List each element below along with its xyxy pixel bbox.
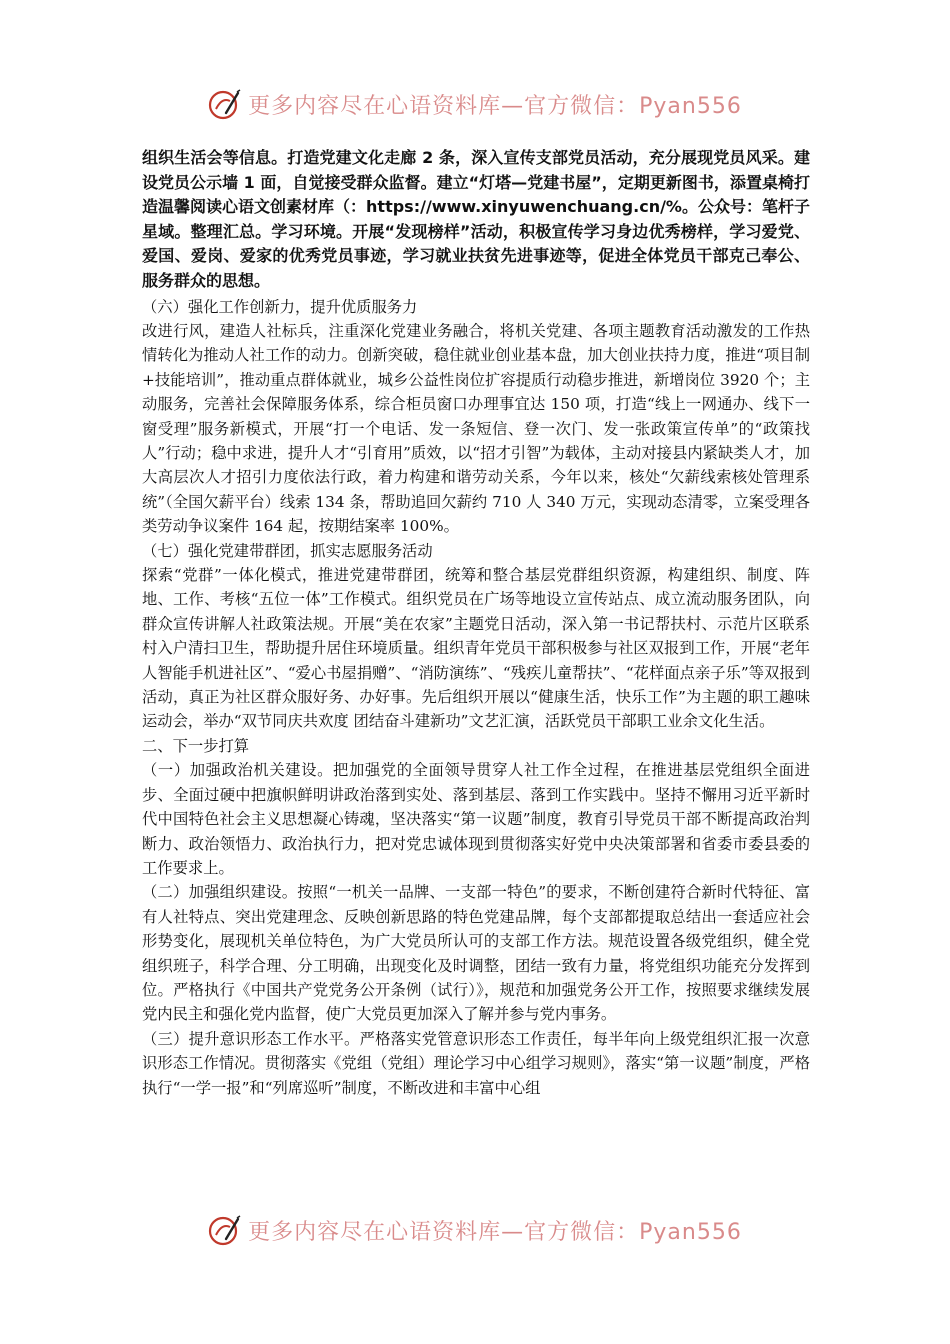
header-watermark-text: 更多内容尽在心语资料库—官方微信：Pyan556 xyxy=(248,93,742,119)
footer-watermark-banner xyxy=(0,1208,950,1252)
next-steps-heading: 二、下一步打算 xyxy=(142,736,250,755)
pen-seal-logo-icon xyxy=(208,1213,242,1247)
section-heading-6: （六）强化工作创新力，提升优质服务力 xyxy=(142,297,418,316)
header-watermark-banner xyxy=(0,82,950,126)
section-paragraph-7: 探索“党群”一体化模式，推进党建带群团，统筹和整合基层党群组织资源，构建组织、制度、阵地、工作、考核“五位一体”工作模式。组织党员在广场等地设立宣传站点、成立流动服务团队，向群众宣传讲解人社政策法规。开展“美在农家”主题党日活动，深入第一书记帮扶村、示范片区联系村入户清扫卫生，帮助提升居住环境质量。组织青年党员干部积极参与社区双报到工作，开展“老年人智能手机进社区”、“爱心书屋捐赠”、“消防演练”、“残疾儿童帮扶”、“花样面点亲子乐”等双报到活动，真正为社区群众服好务、办好事。先后组织开展以“健康生活，快乐工作”为主题的职工趣味运动会，举办“双节同庆共欢度 团结奋斗建新功”文艺汇演，活跃党员干部职工业余文化生活。 xyxy=(142,566,810,731)
next-step-paragraph-1: （一）加强政治机关建设。把加强党的全面领导贯穿人社工作全过程，在推进基层党组织全面进步、全面过硬中把旗帜鲜明讲政治落到实处、落到基层、落到工作实践中。坚持不懈用习近平新时代中国特色社会主义思想凝心铸魂，坚决落实“第一议题”制度，教育引导党员干部不断提高政治判断力、政治领悟力、政治执行力，把对党忠诚体现到贯彻落实好党中央决策部署和省委市委县委的工作要求上。 xyxy=(142,761,810,877)
footer-watermark-text: 更多内容尽在心语资料库—官方微信：Pyan556 xyxy=(248,1219,742,1245)
next-step-paragraph-2: （二）加强组织建设。按照“一机关一品牌、一支部一特色”的要求，不断创建符合新时代特征、富有人社特点、突出党建理念、反映创新思路的特色党建品牌，每个支部都提取总结出一套适应社会形势变化，展现机关单位特色，为广大党员所认可的支部工作方法。规范设置各级党组织，健全党组织班子，科学合理、分工明确，出现变化及时调整，团结一致有力量，将党组织功能充分发挥到位。严格执行《中国共产党党务公开条例（试行）》，规范和加强党务公开工作，按照要求继续发展党内民主和强化党内监督，使广大党员更加深入了解并参与党内事务。 xyxy=(142,883,810,1024)
intro-bold-paragraph: 组织生活会等信息。打造党建文化走廊 2 条，深入宣传支部党员活动，充分展现党员风采。建设党员公示墙 1 面，自觉接受群众监督。建立“灯塔—党建书屋”，定期更新图书，添置桌椅打造温馨阅读心语文创素材库（：https://www.xinyuwenchuang.cn/%。公众号：笔杆子星域。整理汇总。学习环境。开展“发现榜样”活动，积极宣传学习身边优秀榜样，学习爱党、爱国、爱岗、爱家的优秀党员事迹，学习就业扶贫先进事迹等，促进全体党员干部克己奉公、服务群众的思想。 xyxy=(142,148,810,290)
document-body xyxy=(142,146,810,1100)
next-step-paragraph-3: （三）提升意识形态工作水平。严格落实党管意识形态工作责任，每半年向上级党组织汇报一次意识形态工作情况。贯彻落实《党组（党组）理论学习中心组学习规则》，落实“第一议题”制度，严格执行“一学一报”和“列席巡听”制度，不断改进和丰富中心组 xyxy=(142,1029,810,1097)
section-paragraph-6: 改进行风，建造人社标兵，注重深化党建业务融合，将机关党建、各项主题教育活动激发的工作热情转化为推动人社工作的动力。创新突破，稳住就业创业基本盘，加大创业扶持力度，推进“项目制+技能培训”，推动重点群体就业，城乡公益性岗位扩容提质行动稳步推进，新增岗位 3920 个；主动服务，完善社会保障服务体系，综合柜员窗口办理事宜达 150 项，打造“线上一网通办、线下一窗受理”服务新模式，开展“打一个电话、发一条短信、登一次门、发一张政策宣传单”的“政策找人”行动；稳中求进，提升人才“引育用”质效，以“招才引智”为载体，主动对接县内紧缺类人才，加大高层次人才招引力度依法行政，着力构建和谐劳动关系，今年以来，核处“欠薪线索核处管理系统”（全国欠薪平台）线索 134 条，帮助追回欠薪约 710 人 340 万元，实现动态清零，立案受理各类劳动争议案件 164 起，按期结案率 100%。 xyxy=(142,321,810,536)
section-heading-7: （七）强化党建带群团，抓实志愿服务活动 xyxy=(142,541,433,560)
pen-seal-logo-icon xyxy=(208,87,242,121)
